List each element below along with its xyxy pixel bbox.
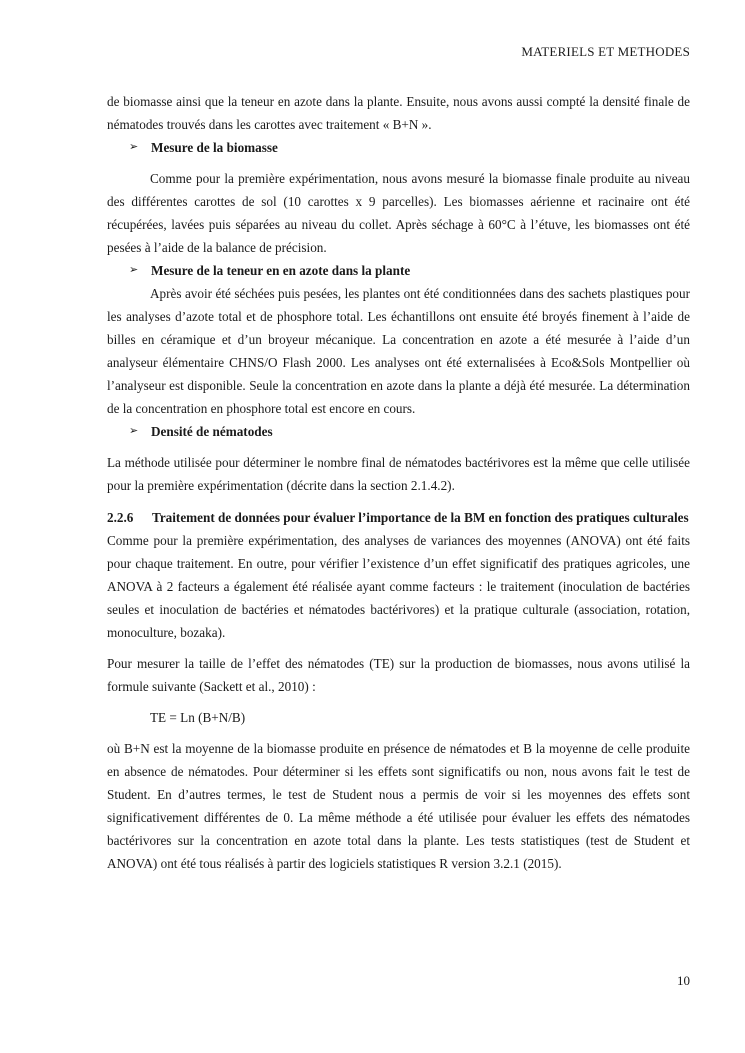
paragraph-effect-size: Pour mesurer la taille de l’effet des nématodes (TE) sur la production de biomasses, nous avons utilisé la formule suivante (Sackett et al., 2010) : [107,656,690,694]
bullet-heading-azote [107,259,690,282]
section-number: 2.2.6 [107,510,134,525]
paragraph-nematodes: La méthode utilisée pour déterminer le nombre final de nématodes bactérivores est la même que celle utilisée pour la première expérimentation (décrite dans la section 2.1.4.2). [107,455,690,493]
arrow-bullet-icon: ➢ [129,425,139,437]
arrow-bullet-icon: ➢ [129,264,139,276]
bullet-heading-label: Mesure de la teneur en en azote dans la plante [151,263,411,278]
paragraph-anova: Comme pour la première expérimentation, des analyses de variances des moyennes (ANOVA) ont été faits pour chaque traitement. En outre, pour vérifier l’existence d’un effet significatif des pratiques agricoles, une ANOVA à 2 facteurs a également été réalisée ayant comme facteurs : le traitement (inoculation de bactéries seules et inoculation de bactéries et nématodes bactérivores) et la pratique culturale (association, rotation, monoculture, bozaka). [107,533,690,640]
paragraph-intro: de biomasse ainsi que la teneur en azote dans la plante. Ensuite, nous avons aussi compté la densité finale de nématodes trouvés dans les carottes avec traitement « B+N ». [107,94,690,132]
paragraph-biomasse: Comme pour la première expérimentation, nous avons mesuré la biomasse finale produite au niveau des différentes carottes de sol (10 carottes x 9 parcelles). Les biomasses aérienne et racinaire ont été récupérées, lavées puis séparées au niveau du collet. Après séchage à 60°C à l’étuve, les biomasses ont été pesées à l’aide de la balance de précision. [107,171,690,255]
section-title: Traitement de données pour évaluer l’importance de la BM en fonction des pratiques culturales [152,510,689,525]
formula: TE = Ln (B+N/B) [150,710,246,725]
page-number: 10 [677,973,690,988]
page-header: MATERIELS ET METHODES [521,44,690,59]
paragraph-student: où B+N est la moyenne de la biomasse produite en présence de nématodes et B la moyenne de celle produite en absence de nématodes. Pour déterminer si les effets sont significatifs ou non, nous avons fait le test de Student. En d’autres termes, le test de Student nous a permis de voir si les moyennes des effets sont significativement différentes de 0. La même méthode a été utilisée pour évaluer les effets des nématodes bactérivores sur la concentration en azote total dans la plante. Les tests statistiques (test de Student et ANOVA) ont été tous réalisés à partir des logiciels statistiques R version 3.2.1 (2015). [107,741,690,871]
section-heading [107,506,690,529]
bullet-heading-label: Mesure de la biomasse [151,140,278,155]
bullet-heading-biomasse [107,136,690,159]
document-body [107,90,690,875]
bullet-heading-label: Densité de nématodes [151,424,273,439]
arrow-bullet-icon: ➢ [129,141,139,153]
paragraph-azote: Après avoir été séchées puis pesées, les plantes ont été conditionnées dans des sachets plastiques pour les analyses d’azote total et de phosphore total. Les échantillons ont ensuite été broyés finement à l’aide de billes en céramique et d’un broyeur mécanique. La concentration en azote a été mesurée à l’aide d’un analyseur élémentaire CHNS/O Flash 2000. Les analyses ont été externalisées à Eco&Sols Montpellier où l’analyseur est disponible. Seule la concentration en azote dans la plante a déjà été mesurée. La détermination de la concentration en phosphore total est encore en cours. [107,286,690,416]
bullet-heading-nematodes [107,420,690,443]
